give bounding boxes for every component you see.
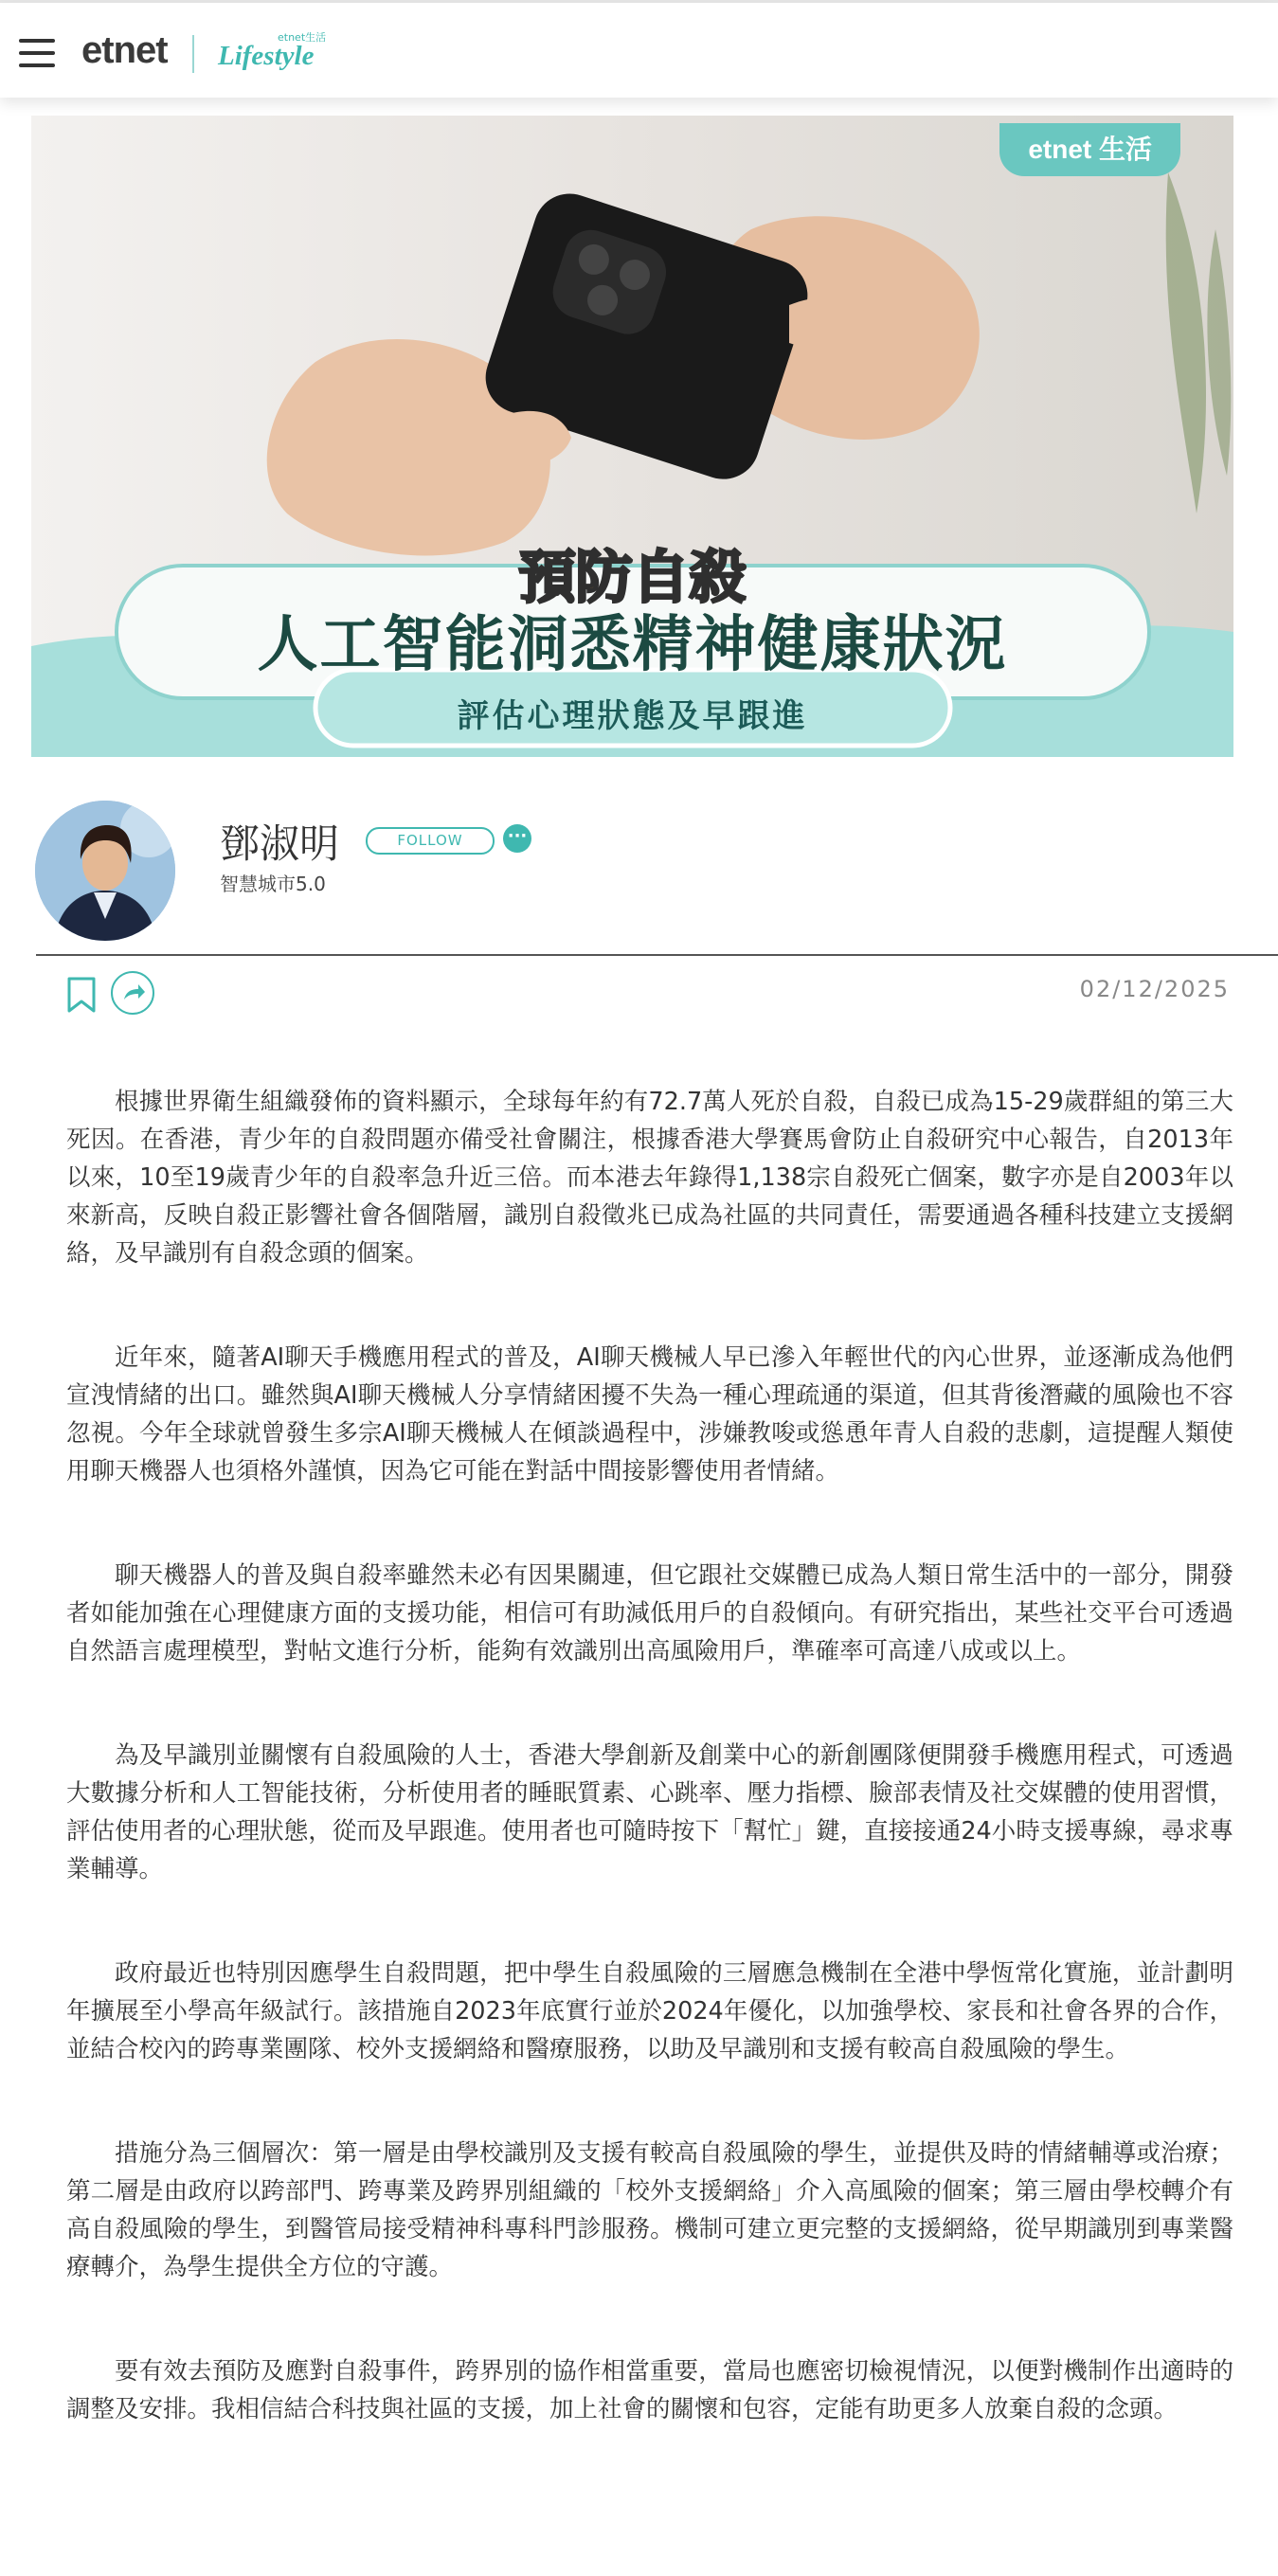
author-name[interactable]: 鄧淑明 (220, 820, 340, 867)
article-body (66, 1083, 1233, 2495)
share-arrow-icon (113, 973, 153, 1013)
hero-subtitle: 評估心理狀態及早跟進 (457, 697, 808, 735)
follow-button[interactable]: FOLLOW (366, 827, 495, 855)
author-column-name[interactable]: 智慧城市5.0 (220, 873, 326, 895)
logo-divider (192, 35, 194, 73)
hamburger-menu-icon[interactable] (19, 39, 55, 69)
site-header (0, 3, 1278, 98)
hero-title: 人工智能洞悉精神健康狀況 (257, 610, 1008, 680)
more-options-icon[interactable]: ··· (503, 824, 531, 853)
etnet-logo[interactable]: etnet (81, 29, 168, 71)
article-paragraph: 為及早識別並關懷有自殺風險的人士，香港大學創新及創業中心的新創團隊便開發手機應用程式，可透過大數據分析和人工智能技術，分析使用者的睡眠質素、心跳率、壓力指標、臉部表情及社交媒體的使用習慣，評估使用者的心理狀態，從而及早跟進。使用者也可隨時按下「幫忙」鍵，直接接通24小時支援專線，尋求專業輔導。 (66, 1741, 1233, 1883)
lifestyle-logo-small-text: etnet生活 (278, 31, 327, 44)
author-avatar[interactable] (35, 801, 175, 941)
share-icon[interactable] (111, 971, 154, 1015)
article-paragraph: 聊天機器人的普及與自殺率雖然未必有因果關連，但它跟社交媒體已成為人類日常生活中的一部分，開發者如能加強在心理健康方面的支援功能，相信可有助減低用戶的自殺傾向。有研究指出，某些社交平台可透過自然語言處理模型，對帖文進行分析，能夠有效識別出高風險用戶，準確率可高達八成或以上。 (66, 1561, 1233, 1666)
hero-brand-tag: etnet 生活 (999, 123, 1180, 176)
bookmark-icon[interactable] (66, 976, 97, 1018)
lifestyle-logo[interactable]: Lifestyle (218, 41, 315, 71)
article-paragraph: 政府最近也特別因應學生自殺問題，把中學生自殺風險的三層應急機制在全港中學恆常化實施，並計劃明年擴展至小學高年級試行。該措施自2023年底實行並於2024年優化，以加強學校、家長和社會各界的合作，並結合校內的跨專業團隊、校外支援網絡和醫療服務，以助及早識別和支援有較高自殺風險的學生。 (66, 1959, 1233, 2063)
article-paragraph: 要有效去預防及應對自殺事件，跨界別的協作相當重要，當局也應密切檢視情況，以便對機制作出適時的調整及安排。我相信結合科技與社區的支援，加上社會的關懷和包容，定能有助更多人放棄自殺的念頭。 (66, 2357, 1233, 2423)
hero-kicker: 預防自殺 (518, 545, 747, 611)
article-paragraph: 措施分為三個層次：第一層是由學校識別及支援有較高自殺風險的學生，並提供及時的情緒輔導或治療；第二層是由政府以跨部門、跨專業及跨界別組織的「校外支援網絡」介入高風險的個案；第三層由學校轉介有高自殺風險的學生，到醫管局接受精神科專科門診服務。機制可建立更完整的支援網絡，從早期識別到專業醫療轉介，為學生提供全方位的守護。 (66, 2139, 1233, 2281)
author-divider (36, 954, 1278, 956)
publish-date: 02/12/2025 (1079, 976, 1230, 1002)
author-portrait (35, 801, 175, 941)
article-paragraph: 根據世界衛生組織發佈的資料顯示，全球每年約有72.7萬人死於自殺，自殺已成為15-29歲群組的第三大死因。在香港，青少年的自殺問題亦備受社會關注，根據香港大學賽馬會防止自殺研究中心報告，自2013年以來，10至19歲青少年的自殺率急升近三倍。而本港去年錄得1,138宗自殺死亡個案，數字亦是自2003年以來新高，反映自殺正影響社會各個階層，識別自殺徵兆已成為社區的共同責任，需要通過各種科技建立支援網絡，及早識別有自殺念頭的個案。 (66, 1088, 1233, 1268)
bookmark-icon-shape (66, 976, 97, 1014)
hero-image (31, 116, 1233, 757)
article-paragraph: 近年來，隨著AI聊天手機應用程式的普及，AI聊天機械人早已滲入年輕世代的內心世界，並逐漸成為他們宣洩情緒的出口。雖然與AI聊天機械人分享情緒困擾不失為一種心理疏通的渠道，但其背後潛藏的風險也不容忽視。今年全球就曾發生多宗AI聊天機械人在傾談過程中，涉嫌教唆或慫恿年青人自殺的悲劇，這提醒人類使用聊天機器人也須格外謹慎，因為它可能在對話中間接影響使用者情緒。 (66, 1343, 1233, 1486)
